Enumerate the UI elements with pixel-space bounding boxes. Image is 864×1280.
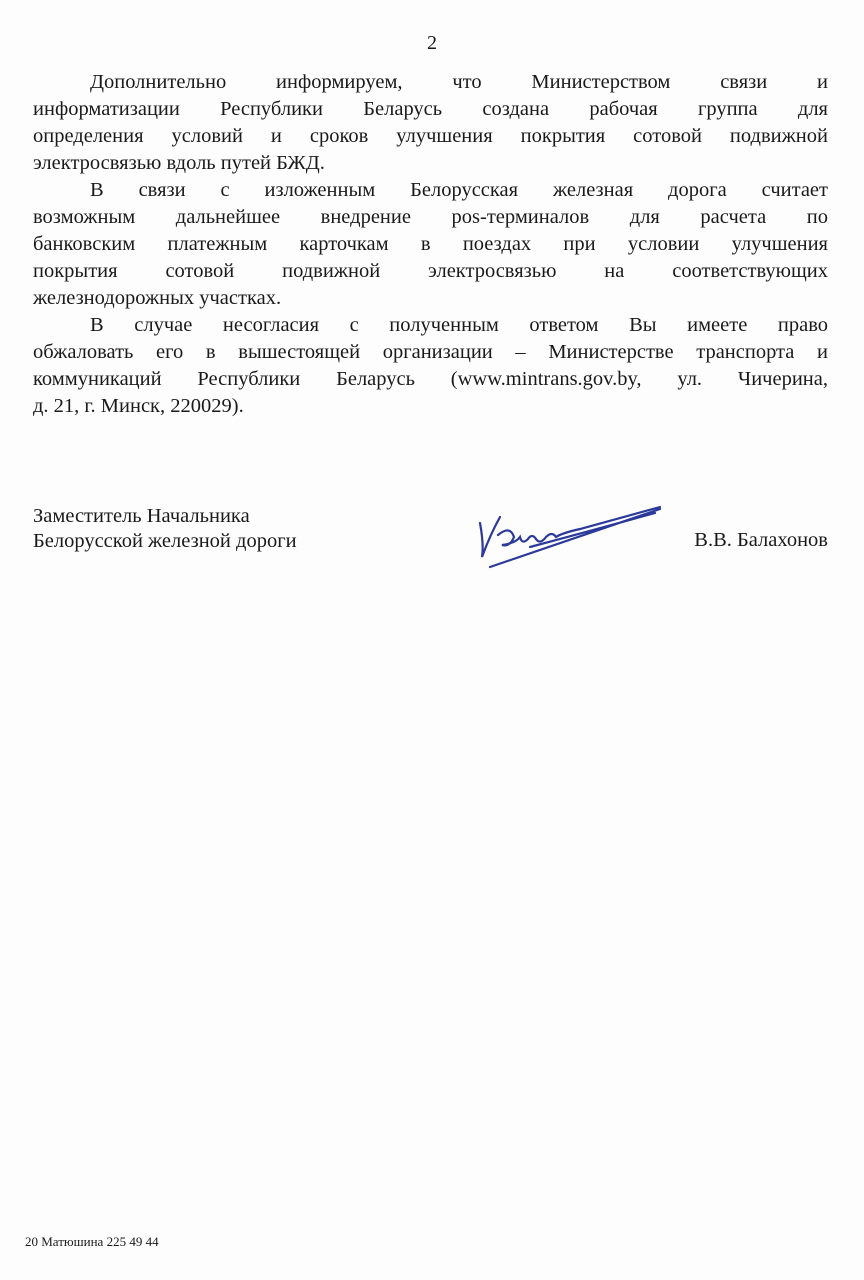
footer-executor-info: 20 Матюшина 225 49 44 xyxy=(25,1234,159,1249)
text-line: банковским платежным карточкам в поездах при условии улучшения xyxy=(33,233,828,255)
text-line: В случае несогласия с полученным ответом Вы имеете право xyxy=(90,314,828,336)
signatory-name: В.В. Балахонов xyxy=(694,529,828,551)
text-line: железнодорожных участках. xyxy=(33,287,282,309)
text-line: В связи с изложенным Белорусская железная дорога считает xyxy=(90,179,828,201)
handwritten-signature xyxy=(470,495,670,575)
page-number: 2 xyxy=(427,32,437,54)
text-line: коммуникаций Республики Беларусь (www.mintrans.gov.by, ул. Чичерина, xyxy=(33,368,828,390)
text-line: Дополнительно информируем, что Министерством связи и xyxy=(90,71,828,93)
text-line: определения условий и сроков улучшения покрытия сотовой подвижной xyxy=(33,125,828,147)
text-line: покрытия сотовой подвижной электросвязью на соответствующих xyxy=(33,260,828,282)
position-line-1: Заместитель Начальника xyxy=(33,505,250,527)
text-line: возможным дальнейшее внедрение pos-терминалов для расчета по xyxy=(33,206,828,228)
letter-body xyxy=(33,69,828,420)
text-line: обжаловать его в вышестоящей организации – Министерстве транспорта и xyxy=(33,341,828,363)
signatory-position xyxy=(33,504,297,554)
paragraph xyxy=(33,177,828,312)
paragraph xyxy=(33,312,828,420)
paragraph xyxy=(33,69,828,177)
position-line-2: Белорусской железной дороги xyxy=(33,530,297,552)
text-line: информатизации Республики Беларусь создана рабочая группа для xyxy=(33,98,828,120)
text-line: д. 21, г. Минск, 220029). xyxy=(33,395,244,417)
text-line: электросвязью вдоль путей БЖД. xyxy=(33,152,325,174)
